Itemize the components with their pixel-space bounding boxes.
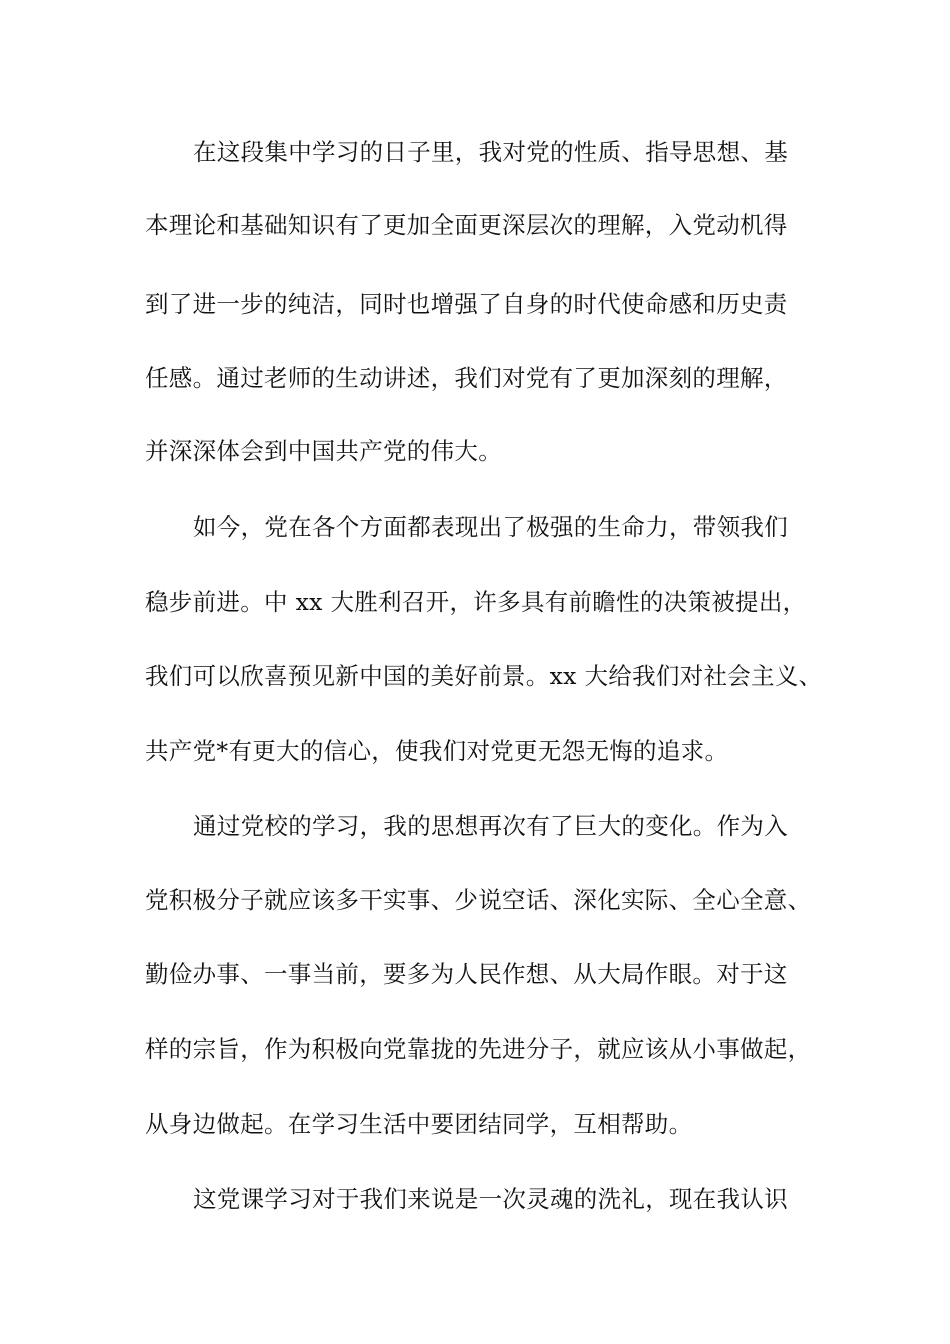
paragraph-3-line-2: 党积极分子就应该多干实事、少说空话、深化实际、全心全意、 [145,886,812,914]
paragraph-1-line-1: 在这段集中学习的日子里，我对党的性质、指导思想、基 [193,138,788,166]
paragraph-3-line-4: 样的宗旨，作为积极向党靠拢的先进分子，就应该从小事做起， [145,1035,812,1063]
paragraph-3-line-5: 从身边做起。在学习生活中要团结同学，互相帮助。 [145,1110,693,1138]
paragraph-3-line-3: 勤俭办事、一事当前，要多为人民作想、从大局作眼。对于这 [145,960,788,988]
paragraph-3-line-1: 通过党校的学习，我的思想再次有了巨大的变化。作为入 [193,812,788,840]
paragraph-1-line-3: 到了进一步的纯洁，同时也增强了自身的时代使命感和历史责 [145,290,788,318]
paragraph-2-line-2: 稳步前进。中 xx 大胜利召开，许多具有前瞻性的决策被提出， [145,588,807,616]
paragraph-1-line-2: 本理论和基础知识有了更加全面更深层次的理解，入党动机得 [145,211,788,239]
paragraph-1-line-5: 并深深体会到中国共产党的伟大。 [145,437,502,465]
paragraph-4-line-1: 这党课学习对于我们来说是一次灵魂的洗礼，现在我认识 [193,1185,788,1213]
paragraph-2-line-4: 共产党*有更大的信心，使我们对党更无怨无悔的追求。 [145,737,729,765]
paragraph-2-line-1: 如今，党在各个方面都表现出了极强的生命力，带领我们 [193,513,788,541]
paragraph-1-line-4: 任感。通过老师的生动讲述，我们对党有了更加深刻的理解， [145,364,788,392]
paragraph-2-line-3: 我们可以欣喜预见新中国的美好前景。xx 大给我们对社会主义、 [145,662,823,690]
